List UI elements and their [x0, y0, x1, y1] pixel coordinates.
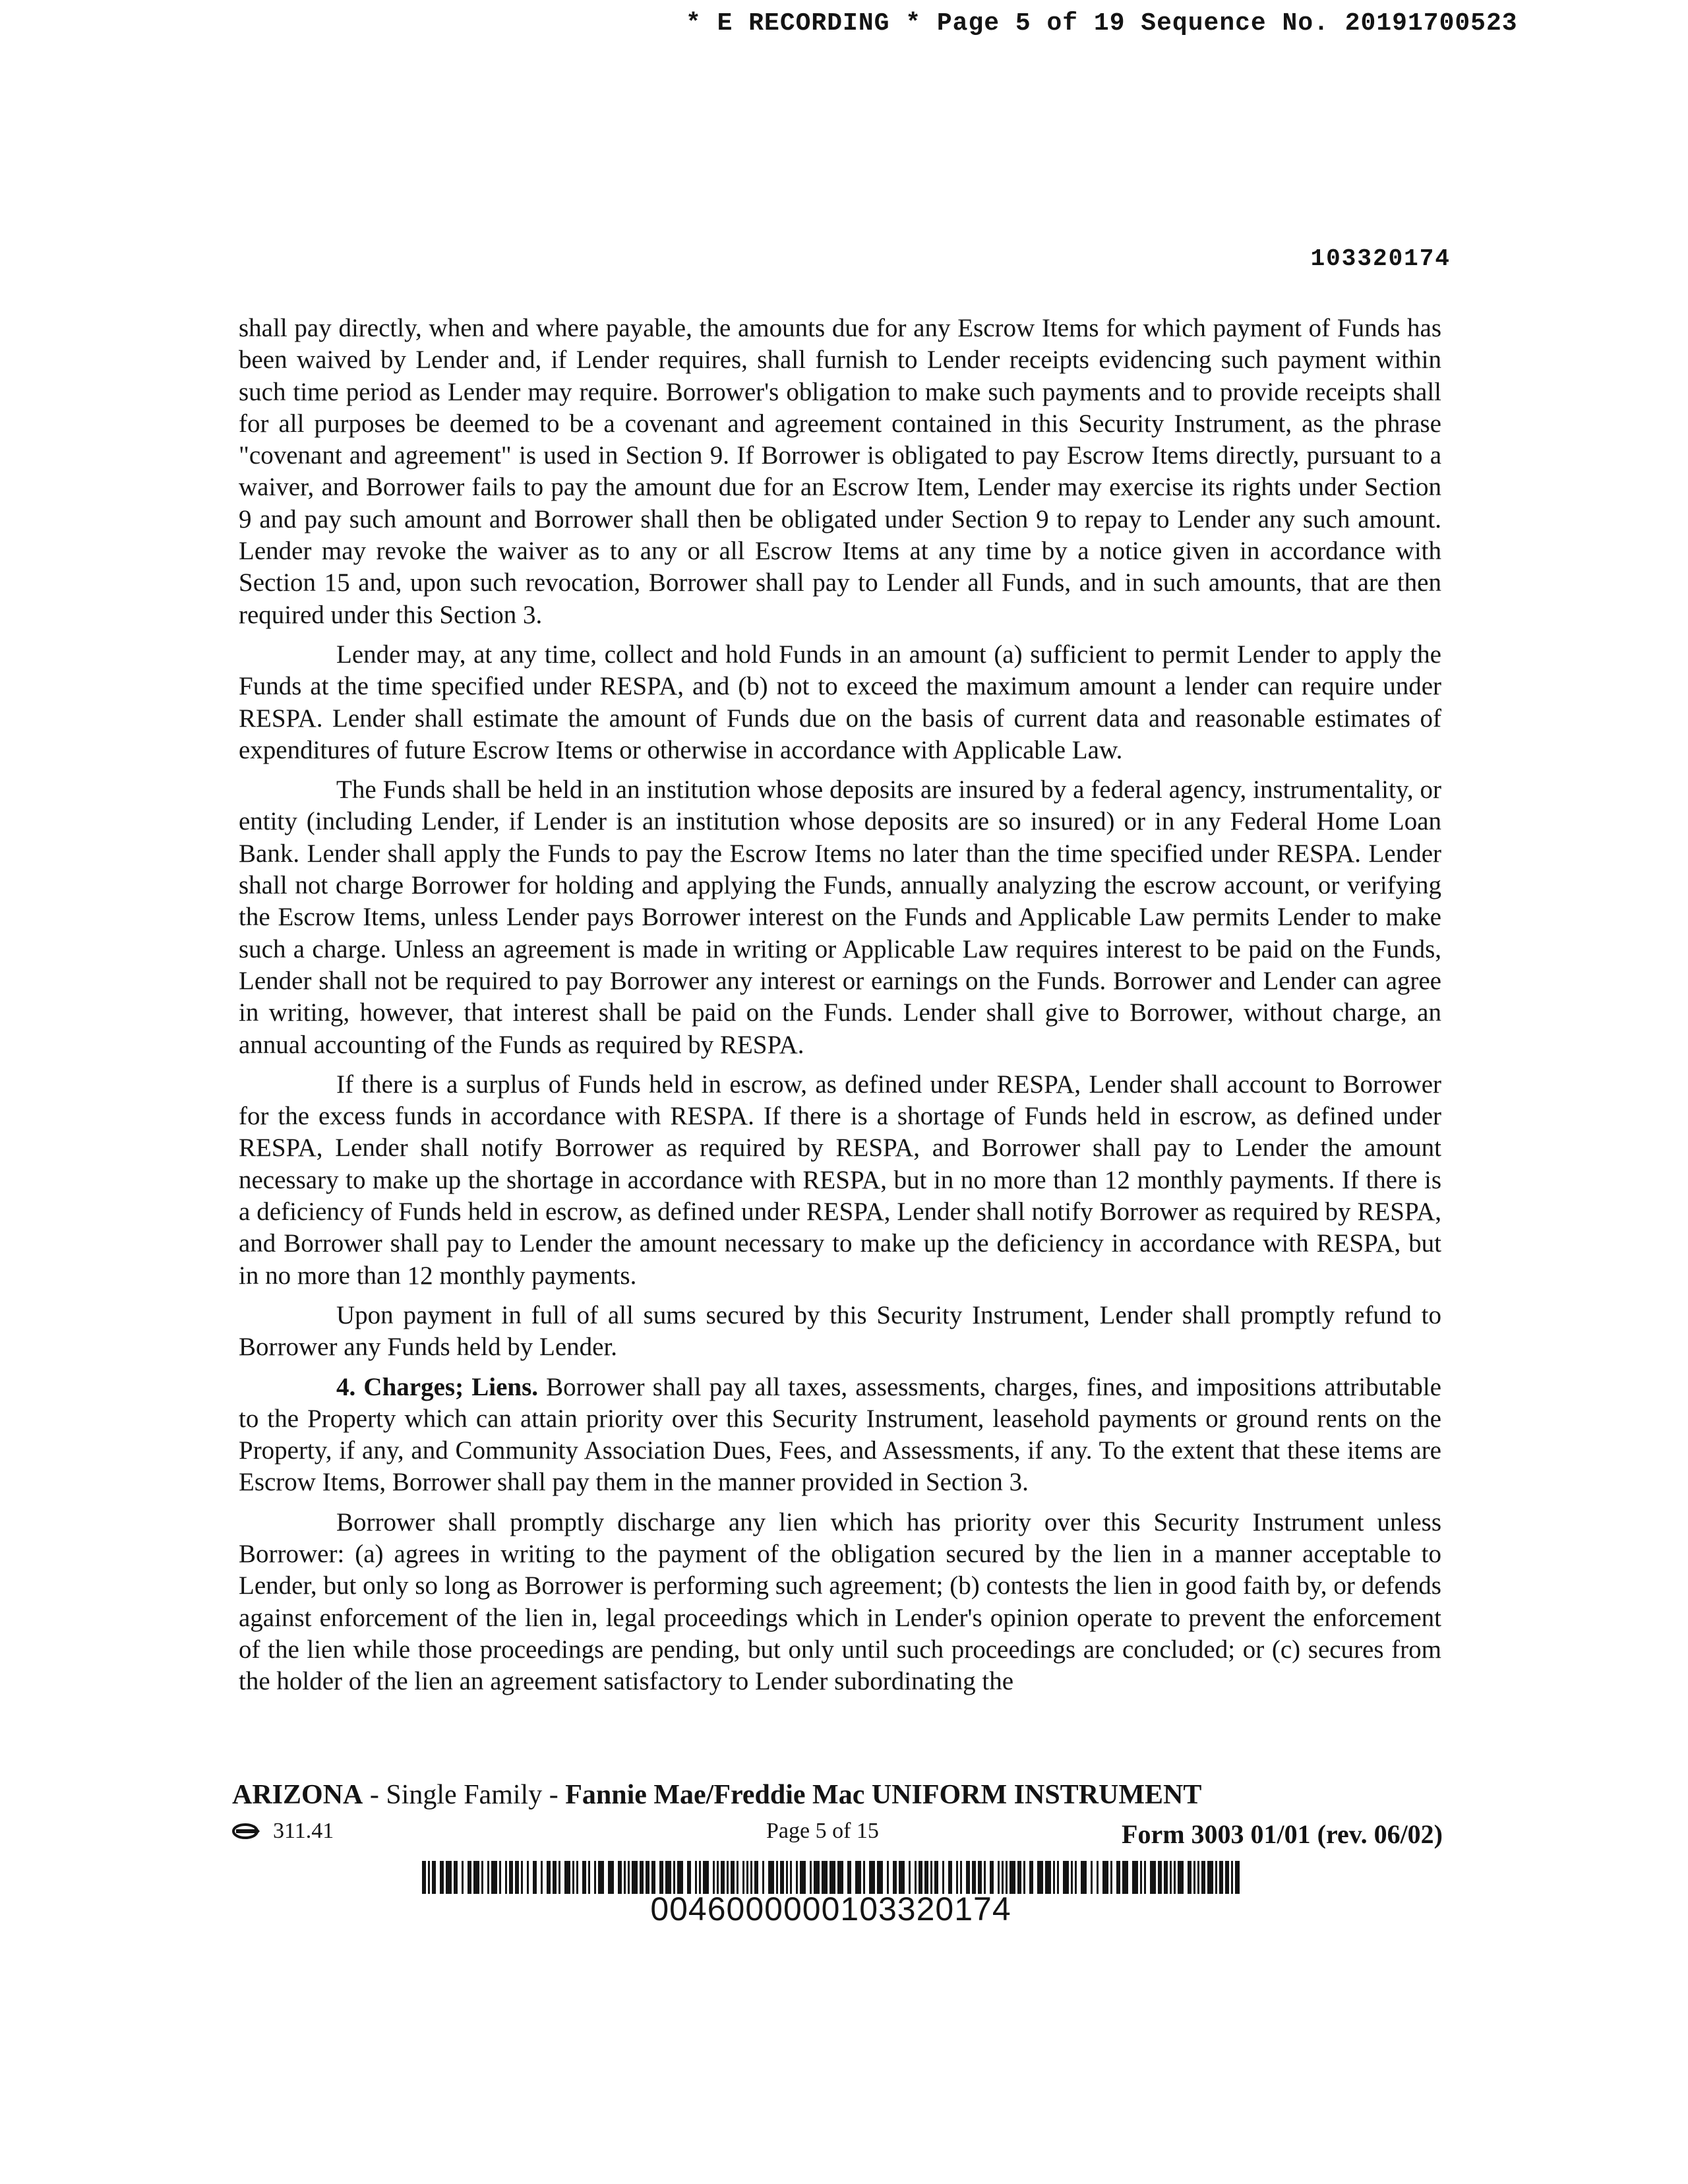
- barcode-bar: [1037, 1861, 1043, 1894]
- barcode-bar: [1075, 1861, 1077, 1894]
- barcode-bar: [956, 1861, 958, 1894]
- barcode-bar: [863, 1861, 865, 1894]
- paragraph: Lender may, at any time, collect and hold Funds in an amount (a) sufficient to permit Lender to apply the Funds at the time specified under RESPA, and (b) not to exceed the maximum amount a lender can require under RESPA. Lender shall estimate the amount of Funds due on the basis of current data and reasonable estimates of expenditures of future Escrow Items or otherwise in accordance with Applicable Law.: [239, 640, 1441, 764]
- barcode-bar: [582, 1861, 586, 1894]
- barcode-bar: [998, 1861, 1000, 1894]
- barcode-bar: [491, 1861, 497, 1894]
- barcode-bar: [1144, 1861, 1146, 1894]
- barcode-bar: [1231, 1861, 1233, 1894]
- footer-state: ARIZONA: [232, 1780, 363, 1810]
- barcode-number: 0046000000103320174: [650, 1891, 1011, 1927]
- barcode-bar: [877, 1861, 883, 1894]
- barcode-bar: [1029, 1861, 1033, 1894]
- footer-family: Single Family: [386, 1780, 543, 1810]
- form-code: [232, 1819, 334, 1844]
- barcode-bar: [1023, 1861, 1025, 1894]
- barcode-bar: [1006, 1861, 1008, 1894]
- barcode-bar: [713, 1861, 715, 1894]
- barcode-bar: [1081, 1861, 1087, 1894]
- paragraph: [239, 1372, 1441, 1499]
- barcode-bar: [553, 1861, 557, 1894]
- barcode-bar: [572, 1861, 574, 1894]
- barcode-bar: [990, 1861, 994, 1894]
- footer-separator: -: [363, 1780, 386, 1810]
- paragraph-text: Borrower shall pay all taxes, assessments, charges, fines, and impositions attributable to the Property which can attain priority over this Security Instrument, leasehold payments or ground rents on the Property, if any, and Community Association Dues, Fees, and Assessments, if any. To the extent that these items are Escrow Items, Borrower shall pay them in the manner provided in Section 3.: [239, 1372, 1441, 1497]
- recording-header: * E RECORDING * Page 5 of 19 Sequence No. 20191700523: [686, 9, 1518, 38]
- barcode-bar: [847, 1861, 851, 1894]
- paragraph: Borrower shall promptly discharge any lien which has priority over this Security Instrument unless Borrower: (a) agrees in writing to the payment of the obligation secured by the lien in a manner acceptable to Lender, but only so long as Borrower is performing such agreement; (b) contests the lien in good faith by, or defends against enforcement of the lien in, legal proceedings which in Lender's opinion operate to prevent the enforcement of the lien while those proceedings are pending, but only until such proceedings are concluded; or (c) secures from the holder of the lien an agreement satisfactory to Lender subordinating the: [239, 1507, 1441, 1696]
- barcode-bar: [776, 1861, 778, 1894]
- barcode-bar: [1002, 1861, 1004, 1894]
- barcode-bar: [1225, 1861, 1229, 1894]
- barcode-bar: [1053, 1861, 1055, 1894]
- barcode-bar: [893, 1861, 897, 1894]
- barcode-bar: [509, 1861, 513, 1894]
- barcode-bar: [1045, 1861, 1051, 1894]
- paragraph: Upon payment in full of all sums secured by this Security Instrument, Lender shall promptly refund to Borrower any Funds held by Lender.: [239, 1300, 1441, 1362]
- footer-row: [232, 1819, 1443, 1852]
- barcode-bar: [1057, 1861, 1059, 1894]
- form-code-text: 311.41: [273, 1819, 334, 1843]
- barcode-bar: [1110, 1861, 1112, 1894]
- barcode-bar: [594, 1861, 596, 1894]
- barcode-bar: [887, 1861, 889, 1894]
- barcode-bar: [473, 1861, 479, 1894]
- barcode-bar: [515, 1861, 519, 1894]
- barcode-bar: [1063, 1861, 1069, 1894]
- barcode-bar: [1091, 1861, 1093, 1894]
- barcode-bar: [899, 1861, 905, 1894]
- barcode-bar: [727, 1861, 729, 1894]
- barcode-bar: [934, 1861, 938, 1894]
- barcode-bar: [687, 1861, 691, 1894]
- barcode-bar: [978, 1861, 982, 1894]
- barcode-bar: [800, 1861, 806, 1894]
- barcode-bar: [786, 1861, 788, 1894]
- barcode-bar: [1010, 1861, 1015, 1894]
- barcode-bar: [984, 1861, 986, 1894]
- barcode-bar: [1122, 1861, 1128, 1894]
- footer-instrument: Fannie Mae/Freddie Mac UNIFORM INSTRUMENT: [565, 1780, 1202, 1810]
- barcode-bar: [960, 1861, 962, 1894]
- barcode-bar: [966, 1861, 970, 1894]
- barcode-bar: [1207, 1861, 1213, 1894]
- barcode-bar: [737, 1861, 738, 1894]
- barcode-bar: [1158, 1861, 1162, 1894]
- barcode-bar: [640, 1861, 644, 1894]
- barcode-bar: [796, 1861, 798, 1894]
- barcode-bar: [780, 1861, 784, 1894]
- barcode-bar: [624, 1861, 626, 1894]
- barcode-bar: [588, 1861, 590, 1894]
- barcode-bar: [659, 1861, 663, 1894]
- barcode-bar: [428, 1861, 430, 1894]
- barcode-bar: [1097, 1861, 1099, 1894]
- barcode-bar: [915, 1861, 917, 1894]
- barcode-bar: [750, 1861, 752, 1894]
- barcode-bar: [632, 1861, 638, 1894]
- barcode-bar: [1116, 1861, 1120, 1894]
- barcode-bar: [467, 1861, 471, 1894]
- barcode-bar: [703, 1861, 709, 1894]
- barcode-bar: [1197, 1861, 1199, 1894]
- barcode-bar: [762, 1861, 764, 1894]
- barcode-bar: [790, 1861, 792, 1894]
- barcode-bar: [1219, 1861, 1223, 1894]
- paragraph: The Funds shall be held in an institution whose deposits are insured by a federal agency, instrumentality, or entity (including Lender, if Lender is an institution whose deposits are so insured) or in any Federal Home Loan Bank. Lender shall apply the Funds to pay the Escrow Items no later than the time specified under RESPA. Lender shall not charge Borrower for holding and applying the Funds, annually analyzing the escrow account, or verifying the Escrow Items, unless Lender pays Borrower interest on the Funds and Applicable Law permits Lender to make such a charge. Unless an agreement is made in writing or Applicable Law requires interest to be paid on the Funds, Lender shall not be required to pay Borrower any interest or earnings on the Funds. Borrower and Lender can agree in writing, however, that interest shall be paid on the Funds. Lender shall give to Borrower, without charge, an annual accounting of the Funds as required by RESPA.: [239, 775, 1441, 1059]
- barcode-bar: [699, 1861, 701, 1894]
- barcode-bar: [1132, 1861, 1138, 1894]
- barcode-bar: [754, 1861, 758, 1894]
- barcode-bar: [746, 1861, 748, 1894]
- page-indicator: Page 5 of 15: [766, 1819, 879, 1843]
- barcode-bar: [1170, 1861, 1172, 1894]
- barcode-bar: [462, 1861, 464, 1894]
- barcode-bar: [481, 1861, 483, 1894]
- barcode-bar: [948, 1861, 952, 1894]
- barcode-bar: [1188, 1861, 1191, 1894]
- barcode-bar: [598, 1861, 604, 1894]
- paragraph: shall pay directly, when and where payable, the amounts due for any Escrow Items for which payment of Funds has been waived by Lender and, if Lender requires, shall furnish to Lender receipts evidencing such payment within such time period as Lender may require. Borrower's obligation to make such payments and to provide receipts shall for all purposes be deemed to be a covenant and agreement contained in this Security Instrument, as the phrase "covenant and agreement" is used in Section 9. If Borrower is obligated to pay Escrow Items directly, pursuant to a waiver, and Borrower fails to pay the amount due for an Escrow Item, Lender may exercise its rights under Section 9 and pay such amount and Borrower shall then be obligated under Section 9 to repay to Lender any such amount. Lender may revoke the waiver as to any or all Escrow Items at any time by a notice given in accordance with Section 15 and, upon such revocation, Borrower shall pay to Lender all Funds, and in such amounts, that are then required under this Section 3.: [239, 314, 1441, 629]
- barcode-bar: [1235, 1861, 1240, 1894]
- barcode-bar: [1178, 1861, 1184, 1894]
- section-heading: 4. Charges; Liens.: [336, 1372, 538, 1401]
- barcode-bar: [829, 1861, 835, 1894]
- barcode-bar: [677, 1861, 683, 1894]
- barcode-bar: [1164, 1861, 1168, 1894]
- barcode-bar: [1174, 1861, 1176, 1894]
- form-logo-icon: [232, 1823, 260, 1840]
- barcode-bar: [651, 1861, 655, 1894]
- barcode-bar: [869, 1861, 875, 1894]
- paragraph: If there is a surplus of Funds held in escrow, as defined under RESPA, Lender shall account to Borrower for the excess funds in accordance with RESPA. If there is a shortage of Funds held in escrow, as defined under RESPA, Lender shall notify Borrower as required by RESPA, and Borrower shall pay to Lender the amount necessary to make up the shortage in accordance with RESPA, but in no more than 12 monthly payments. If there is a deficiency of Funds held in escrow, as defined under RESPA, Lender shall notify Borrower as required by RESPA, and Borrower shall pay to Lender the amount necessary to make up the deficiency in accordance with RESPA, but in no more than 12 monthly payments.: [239, 1070, 1441, 1290]
- barcode-bar: [1150, 1861, 1156, 1894]
- barcode-bar: [695, 1861, 697, 1894]
- barcode-bar: [432, 1861, 436, 1894]
- barcode-bar: [440, 1861, 444, 1894]
- barcode-bar: [1201, 1861, 1205, 1894]
- barcode-bar: [717, 1861, 719, 1894]
- barcode-bar: [731, 1861, 735, 1894]
- loan-number: 103320174: [1310, 245, 1451, 272]
- barcode-bar: [628, 1861, 630, 1894]
- barcode-bar: [768, 1861, 774, 1894]
- barcode-bar: [499, 1861, 501, 1894]
- barcode: [422, 1861, 1240, 1894]
- footer-title: [232, 1779, 1287, 1811]
- barcode-bar: [855, 1861, 861, 1894]
- barcode-bar: [972, 1861, 976, 1894]
- barcode-bar: [558, 1861, 560, 1894]
- barcode-bar: [446, 1861, 452, 1894]
- barcode-bar: [665, 1861, 671, 1894]
- barcode-bar: [924, 1861, 928, 1894]
- barcode-bar: [1017, 1861, 1021, 1894]
- barcode-bar: [930, 1861, 932, 1894]
- footer-separator: -: [542, 1780, 566, 1810]
- barcode-bar: [576, 1861, 578, 1894]
- barcode-bar: [541, 1861, 543, 1894]
- barcode-bar: [942, 1861, 944, 1894]
- barcode-bar: [909, 1861, 911, 1894]
- form-number: Form 3003 01/01 (rev. 06/02): [1122, 1819, 1443, 1849]
- barcode-bar: [814, 1861, 820, 1894]
- barcode-bar: [521, 1861, 523, 1894]
- barcode-bar: [487, 1861, 489, 1894]
- barcode-bar: [810, 1861, 812, 1894]
- barcode-bar: [646, 1861, 649, 1894]
- barcode-bar: [422, 1861, 426, 1894]
- barcode-bar: [618, 1861, 622, 1894]
- barcode-bar: [721, 1861, 725, 1894]
- barcode-bar: [533, 1861, 537, 1894]
- barcode-bar: [564, 1861, 570, 1894]
- barcode-bar: [1193, 1861, 1195, 1894]
- barcode-bar: [1071, 1861, 1073, 1894]
- barcode-bar: [505, 1861, 507, 1894]
- barcode-bar: [822, 1861, 828, 1894]
- barcode-bar: [608, 1861, 614, 1894]
- barcode-bar: [1102, 1861, 1108, 1894]
- document-body: [239, 313, 1441, 1705]
- barcode-bar: [673, 1861, 675, 1894]
- barcode-bar: [919, 1861, 922, 1894]
- barcode-bar: [527, 1861, 529, 1894]
- barcode-bar: [1215, 1861, 1217, 1894]
- barcode-bar: [742, 1861, 744, 1894]
- barcode-bar: [1140, 1861, 1142, 1894]
- barcode-bar: [454, 1861, 458, 1894]
- barcode-bar: [837, 1861, 843, 1894]
- barcode-bar: [547, 1861, 551, 1894]
